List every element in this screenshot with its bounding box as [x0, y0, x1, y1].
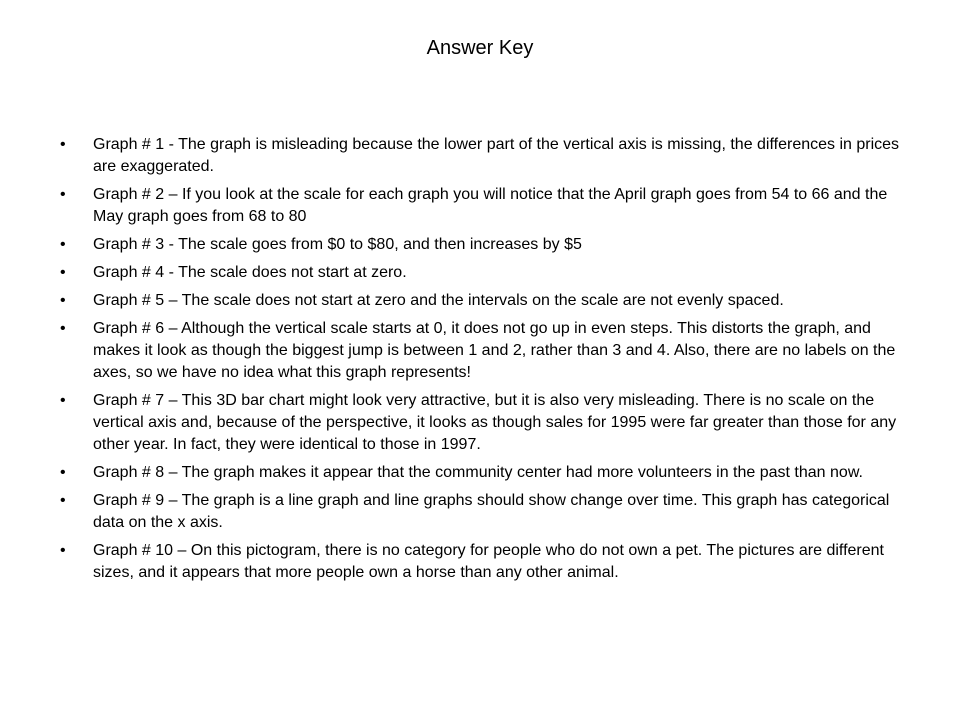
answer-item-4: [60, 262, 920, 284]
answer-text: Graph # 2 – If you look at the scale for each graph you will notice that the April graph goes from 54 to 66 and the May graph goes from 68 to 80: [93, 186, 888, 225]
bullet-icon: •: [60, 292, 66, 309]
bullet-icon: •: [60, 236, 66, 253]
answer-text: Graph # 7 – This 3D bar chart might look very attractive, but it is also very misleading. There is no scale on the vertical axis and, because of the perspective, it looks as though sales for 1995 were far greater than those for any other year. In fact, they were identical to those in 1997.: [93, 392, 897, 453]
answer-list: [60, 134, 920, 590]
answer-item-7: [60, 390, 920, 456]
bullet-icon: •: [60, 492, 66, 509]
answer-text: Graph # 8 – The graph makes it appear that the community center had more volunteers in the past than now.: [93, 464, 863, 481]
bullet-icon: •: [60, 320, 66, 337]
answer-item-1: [60, 134, 920, 178]
answer-item-10: [60, 540, 920, 584]
bullet-icon: •: [60, 136, 66, 153]
bullet-icon: •: [60, 542, 66, 559]
answer-item-6: [60, 318, 920, 384]
bullet-icon: •: [60, 464, 66, 481]
answer-item-9: [60, 490, 920, 534]
answer-text: Graph # 4 - The scale does not start at zero.: [93, 264, 407, 281]
answer-text: Graph # 1 - The graph is misleading because the lower part of the vertical axis is missing, the differences in prices are exaggerated.: [93, 136, 900, 175]
slide-title: Answer Key: [426, 37, 534, 59]
answer-text: Graph # 10 – On this pictogram, there is no category for people who do not own a pet. The pictures are different sizes, and it appears that more people own a horse than any other animal.: [93, 542, 884, 581]
answer-item-2: [60, 184, 920, 228]
bullet-icon: •: [60, 392, 66, 409]
answer-text: Graph # 6 – Although the vertical scale starts at 0, it does not go up in even steps. This distorts the graph, and makes it look as though the biggest jump is between 1 and 2, rather than 3 and 4. Also, there are no labels on the axes, so we have no idea what this graph represents!: [93, 320, 896, 381]
bullet-icon: •: [60, 186, 66, 203]
answer-text: Graph # 9 – The graph is a line graph and line graphs should show change over time. This graph has categorical data on the x axis.: [93, 492, 890, 531]
bullet-icon: •: [60, 264, 66, 281]
answer-text: Graph # 5 – The scale does not start at zero and the intervals on the scale are not evenly spaced.: [93, 292, 784, 309]
answer-text: Graph # 3 - The scale goes from $0 to $80, and then increases by $5: [93, 236, 582, 253]
answer-item-8: [60, 462, 920, 484]
answer-item-3: [60, 234, 920, 256]
answer-item-5: [60, 290, 920, 312]
